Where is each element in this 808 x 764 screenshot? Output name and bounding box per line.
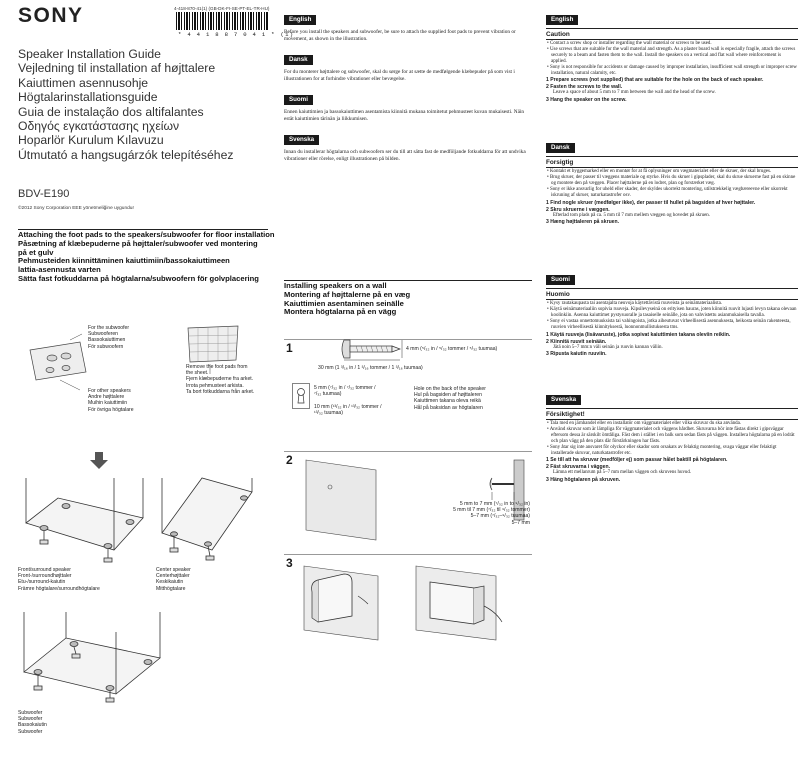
bullet-icon: • (547, 174, 550, 180)
caution-bullet: • Brug skruer, der passer til væggens materiale og styrke. Hvis du skruer i gipsplader, skal du skrue skruerne fast på en skinne og montere den på væggen. Placer højttalerne på en lodret, plan og forstærket væg. (547, 174, 796, 186)
keyhole-icon (292, 383, 310, 409)
step-number: 1 (546, 331, 549, 338)
install-step (546, 351, 798, 357)
install-step (546, 332, 798, 338)
bullet-icon: • (547, 301, 550, 306)
step-number: 2 (546, 84, 549, 91)
label-for-subwoofer: For the subwoofer Subwooferen Bassokaiuttimen För subwoofern (88, 325, 130, 350)
title-hu: Útmutató a hangsugárzók telepítéséhez (18, 147, 234, 162)
caution-heading: Caution (546, 31, 798, 40)
safety-lang-row (546, 268, 798, 289)
lang-tag: English (546, 15, 578, 25)
intro-fi: Suomi Ennen kaiuttimien ja bassokaiuttimen asentamista kiinnitä mukana toimitetut pehmusteet kuvan mukaisesti. Näin estät kaiuttimien tärinän ja liikkumisen. (284, 96, 525, 122)
hang-speaker-illustration (296, 560, 532, 640)
safety-section-svenska (546, 388, 798, 483)
title-pt: Guia de instalação dos altifalantes (18, 104, 204, 119)
bullet-icon: • (547, 186, 550, 192)
title-tr: Hoparlör Kurulum Kılavuzu (18, 133, 164, 148)
step-number: 3 (546, 477, 549, 484)
bullet-icon: • (547, 169, 550, 174)
title-sv: Högtalarinstallationsguide (18, 90, 158, 105)
step-number: 1 (546, 457, 549, 464)
front-speaker-bottom-illustration (18, 478, 158, 568)
safety-section-dansk (546, 136, 798, 225)
caution-bullet: • Använd skruvar som är lämpliga för väggmaterialet och väggens hårdhet. Skruvarna bör inte fästas direkt i gipsväggar eftersom dessa är särskilt ömtåliga. Fäst dem i stället i en balk som sedan fästs på väggen. Installera högtalarna på en lodrät och plan vägg på den plats där förstärkningen har fästs. (547, 426, 795, 444)
step-number: 1 (546, 199, 549, 206)
bullet-icon: • (547, 444, 550, 450)
caution-bullet: • Sony er ikke ansvarlig for uheld eller skader, der skyldes ukorrekt montering, utilstrækkelig vægbæreevne eller ukorrekt iskruning af skruer, naturkatastrofer osv. (547, 186, 788, 198)
bullet-icon: • (547, 426, 550, 432)
install-step (546, 457, 798, 463)
step-text: Kiinnitä ruuvit seinään. (550, 338, 607, 345)
barcode-digits: * 4 4 1 8 8 7 0 4 1 * (1) (178, 31, 295, 38)
bullet-icon: • (547, 46, 550, 52)
bullet-icon: • (547, 41, 550, 46)
safety-lang-row (546, 388, 798, 409)
wall-heading: Installing speakers on a wall Montering af højttalerne på en væg Kaiuttimien asentaminen seinälle Montera högtalarna på en vägg (284, 281, 411, 317)
intro-en: English Before you install the speakers and subwoofer, be sure to attach the supplied foot pads to prevent vibration or movement, as shown in the illustration. (284, 16, 516, 42)
step-2-number: 2 (286, 453, 293, 467)
step-number: 3 (546, 351, 549, 358)
caution-bullet: • Contact a screw shop or installer regarding the wall material or screws to be used. (547, 41, 712, 46)
label-hole-back-speaker: Hole on the back of the speaker Hul på bagsiden af højttaleren Kaiuttimen takana oleva reikä Hål på baksidan av högtalaren (414, 386, 486, 411)
step-subtext: Jätä noin 5–7 mm:n väli seinän ja ruuvin kannan väliin. (553, 344, 663, 350)
title-el: Οδηγός εγκατάστασης ηχείων (18, 119, 180, 134)
step-number: 2 (546, 338, 549, 345)
lang-tag-dansk: Dansk (284, 55, 313, 65)
step-subtext: Efterlad tom plads på ca. 5 mm til 7 mm mellem væggen og hovedet på skruen. (553, 212, 711, 218)
barcode-image (176, 12, 268, 30)
sony-logo: SONY (18, 4, 84, 27)
title-en: Speaker Installation Guide (18, 47, 161, 61)
arrow-down-icon (90, 452, 110, 472)
caution-heading: Forsigtig (546, 159, 798, 168)
label-front-surround-speaker: Front/surround speaker Front-/surroundhøjttaler Etu-/surround-kaiutin Främre högtalare/surroundhögtalare (18, 567, 100, 592)
safety-lang-row (546, 8, 798, 29)
subwoofer-bottom-illustration (18, 612, 168, 702)
install-step (546, 97, 798, 103)
step-text: Prepare screws (not supplied) that are suitable for the hole on the back of each speaker. (550, 77, 764, 84)
lang-tag: Dansk (546, 143, 575, 153)
lang-tag-suomi: Suomi (284, 95, 313, 105)
guide-titles (18, 47, 233, 162)
caution-bullet: • Käytä seinämateriaaliin sopivia ruuveja. Kipsilevyseinä on erityisen hauras, joten kiinnitä ruuvit lujasti levyn takana olevaan koolinkiin. Asenna kaiuttimet pystysuoralle ja tasaiselle seinälle, jota on vahvistettu asianmukaisella tavalla. (547, 306, 797, 318)
center-speaker-bottom-illustration (152, 478, 262, 568)
step-text: Fasten the screws to the wall. (550, 84, 623, 91)
caution-heading: Försiktighet! (546, 411, 798, 420)
step-text: Se till att ha skruvar (medföljer ej) som passar hålet baktill på högtalaren. (550, 457, 728, 464)
step-number: 3 (546, 97, 549, 104)
hole-dimension-b: 10 mm (¹³/₃₂ in / ¹³/₃₂ tommer / ¹³/₃₂ tuumaa) (314, 404, 382, 417)
step-number: 2 (546, 206, 549, 213)
hole-dimension-a: 5 mm (⁷/₃₂ in / ⁷/₃₂ tommer / ⁷/₃₂ tuumaa) (314, 385, 376, 398)
caution-heading: Huomio (546, 291, 798, 300)
title-da: Vejledning til installation af højttalere (18, 61, 216, 76)
copyright-line: ©2012 Sony Corporation EEE yönetmeliğine uygundur (18, 206, 135, 211)
step-3-number: 3 (286, 556, 293, 570)
label-center-speaker: Center speaker Centerhøjttaler Keskikaiutin Mitthögtalare (156, 567, 191, 592)
screw-head-dimension: 4 mm (⁵/₃₂ in / ⁵/₃₂ tommer / ⁵/₃₂ tuumaa) (406, 346, 498, 352)
step-text: Ripusta kaiutin ruuviin. (550, 351, 607, 358)
step-text: Fäst skruvarna i väggen. (550, 464, 611, 471)
lang-tag: Suomi (546, 275, 575, 285)
label-subwoofer: Subwoofer Subwoofer Bassokaiutin Subwoofer (18, 710, 47, 735)
step-divider (284, 554, 532, 555)
step-subtext: Leave a space of about 5 mm to 7 mm between the wall and the head of the screw. (553, 90, 716, 96)
caution-bullet: • Kysy rautakaupasta tai asentajalta neuvoja käytettävistä ruuveista ja seinämateriaalista. (547, 301, 723, 306)
caution-bullet: • Sony åtar sig inte ansvaret för olyckor eller skador som orsakats av felaktig montering, svaga väggar eller felaktigt installerade skruvar, naturkatastrofer etc. (547, 444, 777, 456)
step-number: 2 (546, 464, 549, 471)
foot-pads-heading: Attaching the foot pads to the speakers/subwoofer for floor installation Påsætning af klæbepuderne på højttaler/subwoofer ved montering på et gulv Pehmusteiden kiinnittäminen kaiuttimiin/bassokaiuttimeen lattia-asennusta varten Sätta fast fotkuddarna på högtalarna/subwoofern för golvplacering (18, 230, 275, 283)
step-1-number: 1 (286, 341, 293, 355)
wall-screw-illustration (296, 460, 532, 540)
lang-tag-english: English (284, 15, 316, 25)
step-text: Käytä ruuveja (lisävaruste), jotka sopivat kaiuttimien takana oleviin reikiin. (550, 331, 731, 338)
step-number: 1 (546, 77, 549, 84)
title-fi: Kaiuttimen asennusohje (18, 75, 149, 90)
label-remove-foot-pads: Remove the foot pads from the sheet. Fjern klæbepuderne fra arket. Irrota pehmusteet arkista. Ta bort fotkuddarna från arket. (186, 364, 255, 395)
install-step (546, 219, 798, 225)
install-step (546, 77, 798, 83)
step-text: Find nogle skruer (medfølger ikke), der passer til hullet på bagsiden af hver højttaler. (550, 199, 756, 206)
lang-tag: Svenska (546, 395, 581, 405)
step-text: Hang the speaker on the screw. (550, 97, 627, 104)
step-subtext: Lämna ett mellanrum på 5–7 mm mellan väggen och skruvens huvud. (553, 470, 692, 476)
bullet-icon: • (547, 306, 550, 312)
install-step (546, 477, 798, 483)
caution-bullet: • Sony is not responsible for accidents or damage caused by improper installation, insufficient wall strength or improper screw installation, natural calamity, etc. (547, 64, 797, 76)
screw-length-dimension: 30 mm (1 ³/₁₆ in / 1 ³/₁₆ tommer / 1 ³/₁₆ tuumaa) (318, 365, 423, 371)
screw-gap-dimension: 5 mm to 7 mm (⁷/₃₂ in to ⁹/₃₂ in) 5 mm til 7 mm (⁷/₃₂ til ⁹/₃₂ tommer) 5–7 mm (⁷/₃₂–⁹/₃₂ tuumaa) 5–7 mm (453, 501, 530, 526)
bullet-icon: • (547, 318, 550, 324)
part-number: 4-418-870-41(1) (GB-DK-FI-SE-PT-EL-TR-HU) (174, 6, 270, 11)
step-text: Häng högtalaren på skruven. (550, 477, 621, 484)
safety-section-suomi (546, 268, 798, 357)
caution-bullet: • Tala med en järnhandel eller en installatör om väggmaterialet eller vilka skruvar du ska använda. (547, 421, 742, 426)
intro-da: Dansk For du monterer højttalere og subwoofer, skal du sørge for at sætte de medfølgende klæbepuder på som vist i illustrationen for at forhindre vibrationer eller bevægelse. (284, 56, 515, 82)
label-for-other-speakers: For other speakers Andre højttalere Muihin kaiuttimiin För övriga högtalare (88, 388, 134, 413)
step-text: Skru skruerne i væggen. (550, 206, 610, 213)
caution-bullet: • Sony ei vastaa onnettomuuksista tai vahingoista, jotka aiheutuvat virheellisestä asennuksesta, heikosta seinän rakenteesta, ruuvien virheellisestä kiinnityksestä, luonnonmullistuksesta tms. (547, 318, 791, 330)
intro-sv: Svenska Innan du installerar högtalarna och subwoofern ser du till att sätta fast de medföljande fotkuddarna för att undvika vibrationer eller rörelse, enligt illustrationen på bilden. (284, 136, 526, 162)
bullet-icon: • (547, 64, 550, 70)
caution-bullet: • Kontakt et byggemarked eller en montør for at få oplysninger om vægmaterialet eller de skruer, der skal bruges. (547, 169, 772, 174)
step-divider (284, 451, 532, 452)
caution-bullet: • Use screws that are suitable for the wall material and strength. As a plaster board wall is especially fragile, attach the screws securely to a beam and fasten them to the wall. Install the speakers on a vertical and flat wall where reinforcement is applied. (547, 46, 796, 64)
safety-lang-row (546, 136, 798, 157)
bullet-icon: • (547, 421, 550, 426)
lang-tag-svenska: Svenska (284, 135, 319, 145)
safety-section-english (546, 8, 798, 103)
model-number: BDV-E190 (18, 188, 70, 200)
step-number: 3 (546, 219, 549, 226)
step-text: Hæng højttaleren på skruen. (550, 219, 620, 226)
install-step (546, 200, 798, 206)
